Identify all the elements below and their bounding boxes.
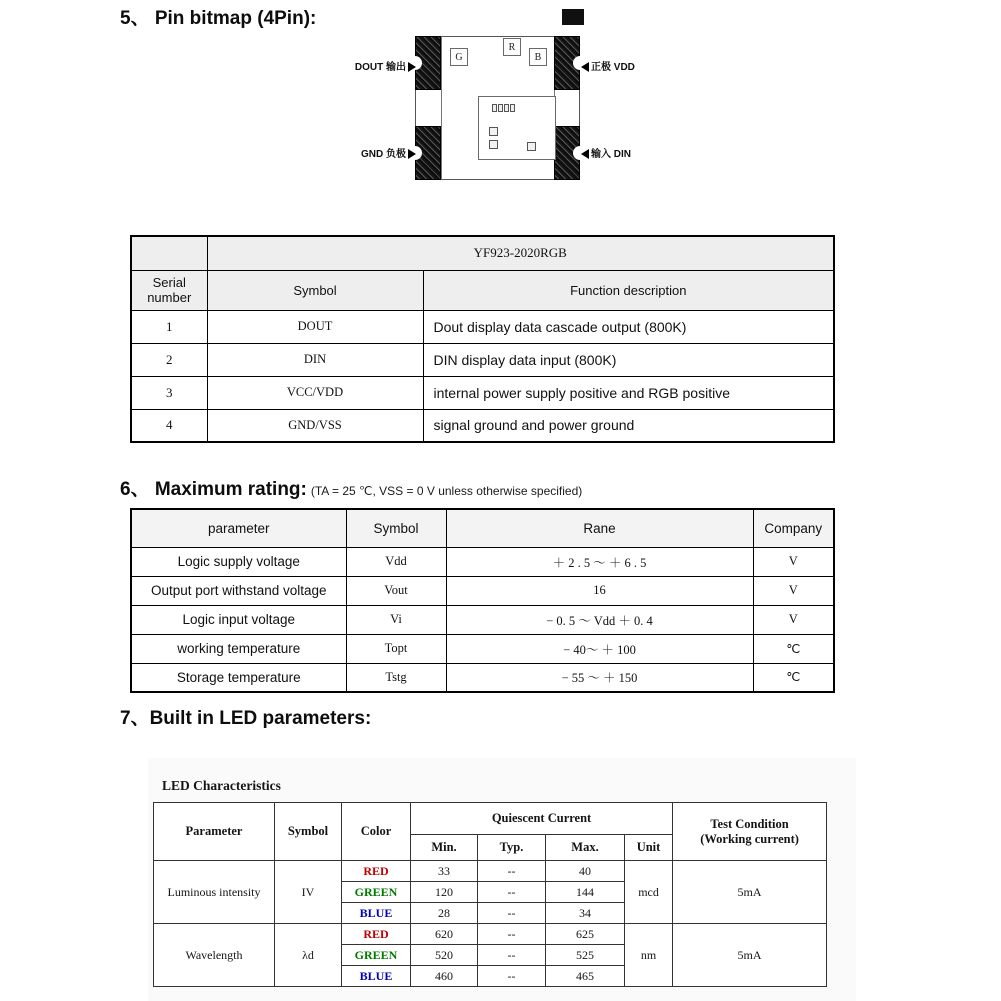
col-header-company: Company [753, 509, 834, 547]
col-header-rane: Rane [446, 509, 753, 547]
cell-color-green: GREEN [342, 945, 411, 966]
cell-serial: 3 [131, 376, 207, 409]
table-row [131, 310, 834, 343]
led-characteristics-panel [148, 758, 856, 1001]
cell-company: ℃ [753, 634, 834, 663]
cell-description: signal ground and power ground [423, 409, 834, 442]
red-die-label: R [508, 41, 516, 53]
arrow-left-icon [581, 62, 589, 72]
ic-bond-pads [492, 104, 515, 112]
cell-typ: -- [478, 882, 546, 903]
cell-test-condition: 5mA [673, 861, 827, 924]
pin-table-title: YF923-2020RGB [207, 236, 834, 270]
pin-label-dout: DOUT 输出 [354, 62, 406, 73]
cell-color-red: RED [342, 861, 411, 882]
col-header-parameter: parameter [131, 509, 346, 547]
cell-serial: 4 [131, 409, 207, 442]
cell-symbol: DIN [207, 343, 423, 376]
cell-test-condition: 5mA [673, 924, 827, 987]
col-header-parameter: Parameter [154, 803, 275, 861]
col-header-max: Max. [546, 835, 625, 861]
cell-rane: 16 [446, 576, 753, 605]
green-die-label: G [455, 51, 463, 63]
col-header-symbol: Symbol [275, 803, 342, 861]
col-header-min: Min. [411, 835, 478, 861]
driver-ic [478, 96, 556, 160]
cell-parameter: Logic input voltage [131, 605, 346, 634]
test-condition-line2: (Working current) [700, 831, 799, 846]
led-characteristics-table [153, 802, 827, 987]
section6-heading [120, 474, 582, 501]
cell-unit: nm [625, 924, 673, 987]
cell-min: 33 [411, 861, 478, 882]
cell-company: ℃ [753, 663, 834, 692]
green-die [450, 48, 468, 66]
test-condition-line1: Test Condition [710, 816, 789, 831]
cell-typ: -- [478, 861, 546, 882]
cell-company: V [753, 547, 834, 576]
arrow-right-icon [408, 62, 416, 72]
section7-heading: 7、Built in LED parameters: [120, 708, 372, 729]
cell-symbol: Topt [346, 634, 446, 663]
cell-symbol: λd [275, 924, 342, 987]
cell-color-blue: BLUE [342, 966, 411, 987]
cell-description: Dout display data cascade output (800K) [423, 310, 834, 343]
section6-title: 6、 Maximum rating: [120, 479, 307, 500]
section5-heading: 5、 Pin bitmap (4Pin): [120, 8, 317, 29]
cell-unit: mcd [625, 861, 673, 924]
polarity-mark [562, 9, 584, 25]
cell-typ: -- [478, 966, 546, 987]
table-row [131, 343, 834, 376]
cell-symbol: Tstg [346, 663, 446, 692]
pin-label-vdd: 正极 VDD [591, 62, 635, 73]
ic-bond-square [489, 127, 498, 136]
cell-parameter: Storage temperature [131, 663, 346, 692]
led-table-title: LED Characteristics [162, 778, 281, 793]
cell-max: 465 [546, 966, 625, 987]
table-row [131, 409, 834, 442]
cell-symbol: DOUT [207, 310, 423, 343]
red-die [503, 38, 521, 56]
cell-min: 620 [411, 924, 478, 945]
pin-label-din: 输入 DIN [591, 149, 631, 160]
cell-description: DIN display data input (800K) [423, 343, 834, 376]
col-header-function: Function description [423, 270, 834, 310]
cell-max: 625 [546, 924, 625, 945]
cell-serial: 2 [131, 343, 207, 376]
cell-min: 520 [411, 945, 478, 966]
col-header-unit: Unit [625, 835, 673, 861]
cell-rane: − 55 ～ ＋ 150 [446, 663, 753, 692]
cell-typ: -- [478, 903, 546, 924]
table-row [131, 605, 834, 634]
col-header-serial-number: Serial number [131, 270, 207, 310]
blue-die [529, 48, 547, 66]
pin-function-table [130, 235, 835, 443]
cell-parameter: Logic supply voltage [131, 547, 346, 576]
col-header-test-condition [673, 803, 827, 861]
cell-company: V [753, 576, 834, 605]
cell-color-blue: BLUE [342, 903, 411, 924]
table-row [131, 576, 834, 605]
cell-color-red: RED [342, 924, 411, 945]
pin-label-gnd: GND 负极 [361, 149, 406, 160]
blue-die-label: B [534, 51, 542, 63]
cell-symbol: Vout [346, 576, 446, 605]
ic-bond-square [489, 140, 498, 149]
cell-serial: 1 [131, 310, 207, 343]
cell-color-green: GREEN [342, 882, 411, 903]
cell-min: 120 [411, 882, 478, 903]
arrow-left-icon [581, 149, 589, 159]
col-header-color: Color [342, 803, 411, 861]
cell-description: internal power supply positive and RGB positive [423, 376, 834, 409]
cell-max: 525 [546, 945, 625, 966]
cell-rane: − 40～ ＋ 100 [446, 634, 753, 663]
col-header-quiescent-current: Quiescent Current [411, 803, 673, 835]
cell-parameter: Luminous intensity [154, 861, 275, 924]
cell-company: V [753, 605, 834, 634]
table-row [131, 663, 834, 692]
package-inner-edge-left [441, 36, 442, 180]
cell-typ: -- [478, 924, 546, 945]
empty-cell [131, 236, 207, 270]
cell-parameter: working temperature [131, 634, 346, 663]
cell-min: 460 [411, 966, 478, 987]
col-header-symbol: Symbol [346, 509, 446, 547]
section6-note: (TA = 25 ℃, VSS = 0 V unless otherwise specified) [310, 484, 583, 498]
pin-bitmap-diagram [348, 8, 648, 190]
cell-symbol: GND/VSS [207, 409, 423, 442]
col-header-symbol: Symbol [207, 270, 423, 310]
arrow-right-icon [408, 149, 416, 159]
maximum-rating-table [130, 508, 835, 693]
cell-symbol: IV [275, 861, 342, 924]
table-row [154, 861, 827, 882]
cell-parameter: Output port withstand voltage [131, 576, 346, 605]
table-row [131, 376, 834, 409]
cell-typ: -- [478, 945, 546, 966]
cell-rane: ＋ 2 . 5 ～ ＋ 6 . 5 [446, 547, 753, 576]
col-header-typ: Typ. [478, 835, 546, 861]
table-row [131, 547, 834, 576]
table-row [131, 634, 834, 663]
table-row [154, 924, 827, 945]
cell-symbol: Vi [346, 605, 446, 634]
cell-symbol: Vdd [346, 547, 446, 576]
cell-max: 40 [546, 861, 625, 882]
cell-symbol: VCC/VDD [207, 376, 423, 409]
cell-max: 34 [546, 903, 625, 924]
cell-parameter: Wavelength [154, 924, 275, 987]
cell-max: 144 [546, 882, 625, 903]
ic-bond-square [527, 142, 536, 151]
cell-min: 28 [411, 903, 478, 924]
cell-rane: − 0. 5 ～ Vdd ＋ 0. 4 [446, 605, 753, 634]
